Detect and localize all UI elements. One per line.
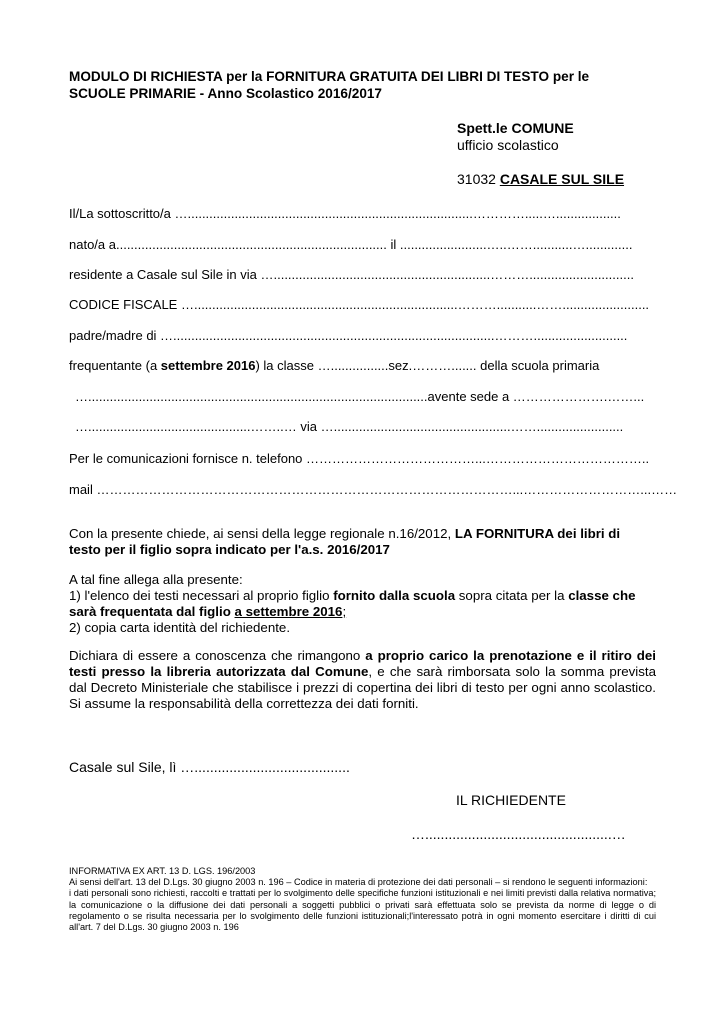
frequentante-text-a: frequentante (a	[69, 358, 161, 373]
field-frequentante[interactable]	[69, 358, 599, 373]
field-codice-fiscale[interactable]: CODICE FISCALE ….........................................................................………...........……........................	[69, 297, 650, 312]
field-genitore[interactable]: padre/madre di ….........................................................................................………..........................	[69, 328, 628, 343]
attachments-intro: A tal fine allega alla presente:	[69, 572, 243, 587]
attachment-1-underlined: a settembre 2016	[234, 604, 343, 619]
field-sottoscritto[interactable]: Il/La sottoscritto/a …...............................................................................………….....…..................	[69, 206, 621, 221]
frequentante-month: settembre 2016	[160, 358, 256, 373]
attachment-1-text-b: sopra citata per la	[455, 588, 569, 603]
attachment-item-1	[69, 588, 656, 620]
privacy-paragraph-2: i dati personali sono richiesti, raccolti e trattati per lo svolgimento delle specifiche funzioni istituzionali e nei limiti previsti dalla relativa normativa; la comunicazione o la diffusione dei dati personali a soggetti pubblici o privati sarà effettuata solo se prevista da norme di legge o di regolamento o se risulta necessaria per lo svolgimento delle funzioni istituzionali;l'interessato potrà in ogni momento esercitare i diritti di cui all'art. 7 del D.Lgs. 30 giugno 2003 n. 196	[69, 888, 656, 933]
signature-label: IL RICHIEDENTE	[456, 792, 566, 808]
field-telefono[interactable]: Per le comunicazioni fornisce n. telefono …………………………………...………………………………..	[69, 451, 650, 466]
field-nato[interactable]: nato/a a........................................................................... il ........................…..……...........….............	[69, 237, 633, 252]
recipient-city-line	[457, 171, 624, 187]
declaration-bold-1: a proprio carico la prenotazione e il ritiro dei	[365, 648, 656, 663]
privacy-title: INFORMATIVA EX ART. 13 D. LGS. 196/2003	[69, 866, 256, 876]
recipient-city: CASALE SUL SILE	[499, 171, 625, 187]
attachment-1-text: 1) l'elenco dei testi necessari al proprio figlio	[69, 588, 334, 603]
field-residente[interactable]: residente a Casale sul Sile in via …............................................................……….............................	[69, 267, 634, 282]
attachment-1-bold: fornito dalla scuola	[333, 588, 456, 603]
recipient-line-1: Spett.le COMUNE	[457, 120, 574, 136]
request-bold-2: testo per il figlio sopra indicato per l'a.s. 2016/2017	[69, 542, 390, 557]
title-line-2: SCUOLE PRIMARIE - Anno Scolastico 2016/2017	[69, 86, 382, 101]
request-paragraph	[69, 526, 656, 558]
privacy-paragraph-1: Ai sensi dell'art. 13 del D.Lgs. 30 giugno 2003 n. 196 – Codice in materia di protezione dei dati personali – si rendono le seguenti informazioni:	[69, 877, 648, 888]
place-date-field[interactable]: Casale sul Sile, lì …........................................	[69, 759, 350, 775]
declaration-text-b: , e che sarà rimborsata solo la somma prevista dal Decreto Ministeriale che stabilisce i prezzi di copertina dei libri di testo per ogni anno scolastico. Si assume la responsabilità della correttezza dei dati forniti.	[69, 664, 656, 711]
frequentante-text-b: ) la classe …................sez.………....... della scuola primaria	[255, 358, 600, 373]
attachment-1-bold-3: sarà frequentata dal figlio	[69, 604, 235, 619]
request-text: Con la presente chiede, ai sensi della legge regionale n.16/2012,	[69, 526, 455, 541]
request-bold-1: LA FORNITURA dei libri di	[454, 526, 621, 541]
attachment-item-2: 2) copia carta identità del richiedente.	[69, 620, 291, 635]
signature-line[interactable]: …................................................…	[411, 826, 626, 842]
attachment-1-end: ;	[342, 604, 347, 619]
declaration-text-a: Dichiara di essere a conoscenza che rimangono	[69, 648, 366, 663]
declaration-bold-2: testi presso la libreria autorizzata dal Comune	[69, 664, 369, 679]
privacy-notice	[69, 866, 656, 933]
form-title	[69, 68, 659, 102]
field-mail[interactable]: mail ……………………………………………………………………………………...………………………...……	[69, 482, 678, 497]
attachments-paragraph	[69, 572, 656, 636]
recipient-cap: 31032	[457, 171, 500, 187]
title-line-1: MODULO DI RICHIESTA per la FORNITURA GRATUITA DEI LIBRI DI TESTO per le	[69, 69, 590, 84]
declaration-paragraph	[69, 648, 656, 712]
field-indirizzo[interactable]: ….............................................……..… via ….................................................……........................	[75, 419, 624, 434]
attachment-1-bold-2: classe che	[568, 588, 636, 603]
field-scuola[interactable]: …..............................................................................................avente sede a ………………….……...	[75, 389, 645, 404]
recipient-line-2: ufficio scolastico	[457, 137, 559, 153]
